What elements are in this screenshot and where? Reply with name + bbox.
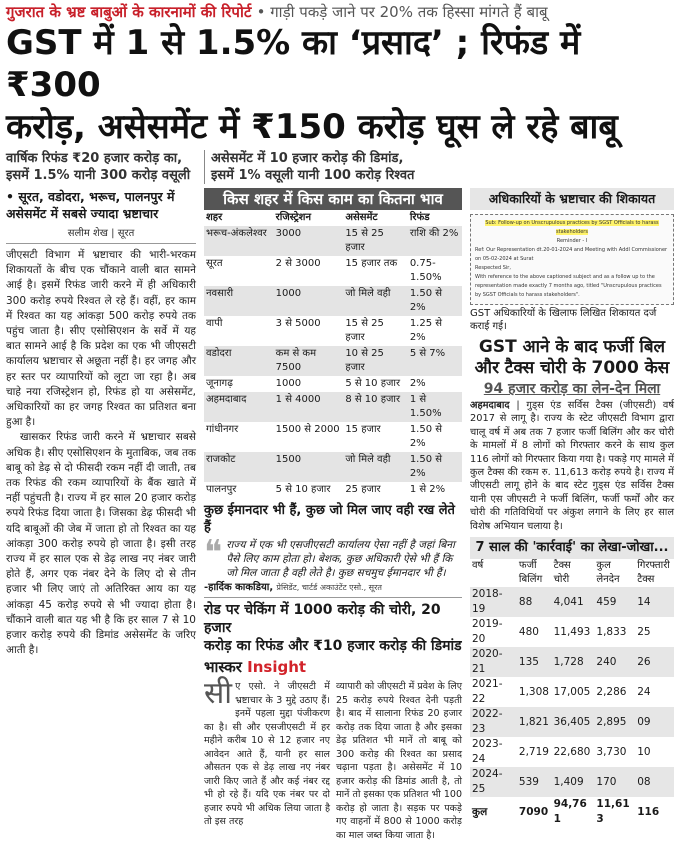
table-cell: 2,286 [596, 685, 627, 698]
quote-box [204, 502, 462, 594]
insight-col1: ए एसो. ने जीएसटी में भ्रष्टाचार के 3 मुद्दे उठाए हैं। इनमें पहला मुद्दा पंजीकरण का है। सी और एसजीएसटी में हर महीने करीब 10 से 12 हजार नए आवेदन आते हैं, यानी हर साल औसतन एक से डेढ़ लाख नए नंबर जारी किए जाते हैं और कई नंबर रद्द भी हो रहे हैं। यदि एक नंबर पर दो हजार रुपये भी अधिक लिया जाता है तो इस तरह [204, 681, 330, 827]
table-cell: 2024-25 [470, 767, 517, 797]
table-cell: 36,405 [552, 707, 595, 737]
table-cell: भरूच-अंकलेश्वर [204, 226, 274, 256]
fake-headline-1: GST आने के बाद फर्जी बिल [478, 337, 666, 357]
table-cell: 17,005 [553, 685, 591, 698]
table-row [470, 707, 674, 737]
table-row [470, 617, 674, 647]
table-cell: 459 [594, 587, 635, 617]
table-cell: 1500 [274, 452, 344, 482]
col-header-line: चोरी [553, 574, 570, 586]
total-cell: 94,761 [553, 798, 587, 826]
table-cell: 2,895 [594, 707, 635, 737]
letter-body: With reference to the above captioned subject and as a follow up to the representation made exactly 7 months ago, titled "Unscrupulous practices by SGST Officials to harass stakeholders". [475, 274, 662, 298]
table-cell: कम से कम 7500 [274, 346, 344, 376]
table-cell: 135 [517, 647, 552, 677]
insight-col2: व्यापारी को जीएसटी में प्रवेश के लिए 25 करोड़ रुपये रिश्वत देनी पड़ती है। बाद में सालाना रिफंड 20 हजार करोड़ तक दिया जाता है और इसका डेढ़ प्रतिशत भी मानें तो बाबू को 300 करोड़ की रिश्वत का प्रसाद चढ़ाना पड़ता है। असेसमेंट में 10 हजार करोड़ की डिमांड आती है, तो मानें तो इसका एक प्रतिशत भी 100 करोड़ हो जाता है। सड़क पर पकड़े गए वाहनों में 800 से 1000 करोड़ का माल जब्त किया जाता है। [336, 681, 463, 841]
lede: • सूरत, वडोदरा, भरूच, पालनपुर में असेसमेंट में सबसे ज्यादा भ्रष्टाचार [6, 189, 175, 221]
complaint-letter-image [470, 214, 674, 305]
year-table-title: 7 साल की 'कार्रवाई' का लेखा-जोखा... [470, 537, 674, 559]
table-cell: नवसारी [204, 286, 274, 316]
table-cell: 2018-19 [470, 587, 517, 617]
road-story [204, 601, 462, 842]
quote-heading: कुछ ईमानदार भी हैं, कुछ जो मिल जाए वही रख लेते हैं [204, 503, 455, 535]
deck-line: इसमें 1% वसूली यानी 100 करोड़ रिश्वत [211, 168, 415, 183]
table-row [470, 587, 674, 617]
quote-author: -हार्दिक काकडिया, [204, 582, 274, 593]
table-cell: 2019-20 [472, 618, 503, 646]
complaint-title: अधिकारियों के भ्रष्टाचार की शिकायत [470, 188, 674, 210]
col-header-line: फर्जी [518, 560, 537, 572]
table-cell: 25 हजार [345, 484, 381, 495]
table-cell: 2 से 3000 [275, 258, 321, 269]
table-cell: 3000 [274, 226, 344, 256]
table-cell: 1,821 [517, 707, 552, 737]
table-cell: 2023-24 [472, 738, 503, 766]
kicker [6, 2, 674, 22]
byline: सलीम शेख | सूरत [67, 228, 135, 239]
col-header [470, 559, 517, 587]
table-cell: 1.50 से 2% [409, 424, 443, 449]
total-cell: 7090 [518, 805, 549, 818]
table-row [204, 226, 462, 256]
col-header-line: गिरफ्तारी [637, 560, 670, 572]
table-cell: 3,730 [596, 745, 627, 758]
col-header: रजिस्ट्रेशन [275, 212, 312, 223]
table-header [470, 559, 674, 587]
table-cell: 11,493 [553, 625, 591, 638]
table-cell: 1.50 से 2% [408, 286, 462, 316]
table-cell: 1 से 4000 [274, 392, 344, 422]
col-header [635, 559, 674, 587]
total-row [470, 797, 674, 827]
col-header: रिफंड [409, 212, 430, 223]
col-header [594, 559, 635, 587]
road-headline-2: करोड़ का रिफंड और ₹10 हजार करोड़ की डिमांड [204, 638, 462, 654]
table-cell: 4,041 [552, 587, 595, 617]
table-row [204, 256, 462, 286]
table-cell: गांधीनगर [206, 424, 239, 435]
table-title: किस शहर में किस काम का कितना भाव [204, 188, 462, 210]
total-cell: 116 [637, 805, 660, 818]
table-row [470, 737, 674, 767]
col-header: शहर [206, 212, 223, 223]
divider [204, 597, 462, 598]
col-header-line: टैक्स [637, 574, 655, 586]
table-cell: 2022-23 [470, 707, 517, 737]
table-cell: राशि की 2% [408, 226, 462, 256]
table-cell: 0.75-1.50% [409, 258, 442, 283]
letter-subject: Sub: Follow-up on Unscrupulous practices by SGST Officials to harass stakeholders [485, 220, 659, 235]
table-row [204, 452, 462, 482]
quote-mark-icon: ❝ [204, 533, 223, 573]
letter-ref: Ref: Our Representation dt.20-01-2024 and Meeting with Addl Commissioner on 05-02-2024 at Surat [475, 247, 668, 262]
article-paragraph: खासकर रिफंड जारी करने में भ्रष्टाचार सबसे अधिक है। सीए एसोसिएशन के मुताबिक, जब तक बाबू को डेढ़ से दो फीसदी रकम नहीं दी जाती, तब तक रिफंड की रकम व्यापारियों के बैंक खाते में नहीं पहुंचती है। राज्य में हर साल 20 हजार करोड़ रुपये रिफंड दिया जाता है। जिसका डेढ़ फीसदी भी यदि बाबूओं की जेब में जाता हो तो रिश्वत का यह आंकड़ा 300 करोड़ रुपये हो जाता है। इसी तरह राज्य में हर साल एक से डेढ़ लाख नए नंबर जारी होते हैं, अगर एक नंबर देने के लिए दो से तीन हजार भी लिए जाएं तो अतिरिक्त आय का यह आंकड़ा 45 करोड़ रुपये से भी ज्यादा होता है। चौंकाने वाली बात यह भी है कि हर साल 7 से 10 हजार करोड़ रुपये की डिमांड असेसमेंट के जरिए आती है। [6, 431, 196, 657]
complaint-caption: GST अधिकारियों के खिलाफ लिखित शिकायत दर्ज कराई गई। [470, 308, 657, 332]
divider [6, 243, 196, 244]
table-row [204, 482, 462, 498]
table-cell: 5 से 10 हजार [345, 378, 401, 389]
table-cell: 2,719 [518, 745, 549, 758]
table-cell: 1,409 [552, 767, 595, 797]
total-cell: 11,613 [596, 798, 630, 826]
drop-cap: सी [204, 676, 233, 711]
table-cell: 1000 [275, 378, 302, 389]
table-cell: 2021-22 [472, 678, 503, 706]
table-row [470, 647, 674, 677]
col-header: असेसमेंट [345, 212, 378, 223]
headline-line1: GST में 1 से 1.5% का ‘प्रसाद’ ; रिफंड में ₹300 [6, 23, 581, 105]
table-cell: 1,833 [596, 625, 627, 638]
brand-text: भास्कर [204, 658, 242, 676]
table-cell: 1.25 से 2% [409, 318, 443, 343]
kicker-gray: • गाड़ी पकड़े जाने पर 20% तक हिस्सा मांगते हैं बाबू [256, 3, 548, 21]
table-cell: 09 [635, 707, 674, 737]
table-cell: 539 [517, 767, 552, 797]
year-table [470, 559, 674, 827]
table-cell: 08 [635, 767, 674, 797]
table-cell: 25 [637, 625, 651, 638]
table-row [470, 767, 674, 797]
table-cell: जूनागढ़ [206, 378, 233, 389]
table-header [204, 210, 462, 226]
table-cell: 2% [409, 378, 426, 389]
left-column [6, 188, 196, 658]
deck-line: वार्षिक रिफंड ₹20 हजार करोड़ का, [6, 151, 183, 166]
table-row [204, 376, 462, 392]
col-header-line: कुल [596, 560, 611, 572]
table-cell: 88 [517, 587, 552, 617]
table-cell: 1500 से 2000 [275, 424, 340, 435]
table-cell: अहमदाबाद [204, 392, 274, 422]
table-cell: 14 [635, 587, 674, 617]
table-cell: 240 [594, 647, 635, 677]
col-header-line: टैक्स [553, 560, 571, 572]
complaint-box [470, 188, 674, 333]
table-cell: 1 से 1.50% [408, 392, 462, 422]
table-cell: 1,308 [518, 685, 549, 698]
table-row [204, 392, 462, 422]
letter-reminder: Reminder - I [556, 238, 588, 244]
table-cell: 1.50 से 2% [408, 452, 462, 482]
table-cell: 26 [635, 647, 674, 677]
deck-line: असेसमेंट में 10 हजार करोड़ की डिमांड, [211, 151, 404, 166]
headline-line2: करोड़, असेसमेंट में ₹150 करोड़ घूस ले रहे बाबू [6, 107, 618, 147]
table-cell: 22,680 [553, 745, 591, 758]
table-cell: जो मिले वही [343, 452, 408, 482]
table-cell: 15 हजार [345, 424, 381, 435]
table-cell: 8 से 10 हजार [343, 392, 408, 422]
fake-headline-2: और टैक्स चोरी के 7000 केस [474, 358, 670, 378]
deck-mid [204, 150, 462, 184]
col-header-line: बिलिंग [518, 574, 543, 586]
table-cell: वापी [206, 318, 223, 329]
quote-text: राज्य में एक भी एसजीएसटी कार्यालय ऐसा नहीं है जहां बिना पैसे लिए काम होता हो। बेशक, कुछ अधिकारी ऐसे भी हैं कि जो मिल जाता है वही लेते है। कुछ सचमुच ईमानदार भी हैं। [226, 539, 455, 579]
brand-insight: Insight [247, 658, 307, 676]
col-header [517, 559, 552, 587]
col-header-line: लेनदेन [596, 574, 620, 586]
table-cell: जो मिले वही [343, 286, 408, 316]
kicker-red: गुजरात के भ्रष्ट बाबुओं के कारनामों की रिपोर्ट [6, 3, 252, 21]
table-cell: 10 से 25 हजार [343, 346, 408, 376]
table-cell: 5 से 7% [408, 346, 462, 376]
letter-salute: Respected Sir, [475, 265, 511, 271]
year-table-box [470, 537, 674, 827]
table-cell: 170 [594, 767, 635, 797]
bhaskar-insight-logo [204, 658, 462, 677]
deck-line: इसमें 1.5% यानी 300 करोड़ वसूली [6, 168, 191, 183]
table-cell: 5 से 10 हजार [275, 484, 331, 495]
table-cell: 15 से 25 हजार [345, 318, 384, 343]
fake-billing-story: GST आने के बाद फर्जी बिल और टैक्स चोरी के 7000 केस 94 हजार करोड़ का लेन-देन मिला अहमदाबाद | गुड्स एंड सर्विस टैक्स (जीएसटी) वर्ष 2017 से लागू है। राज्य के स्टेट जीएसटी विभाग द्वारा चालू वर्ष में अब तक 7 हजार फर्जी बिलिंग और कर चोरी के मामलों में 8 लोगों को गिरफ्तार करने के साथ कुल 116 लोगों को गिरफ्तार किया गया है। पकड़े गए मामले में कुल टैक्स की रकम रु. 11,613 करोड़ रुपये है। राज्य में जीएसटी लागू होने के बाद स्टेट गुड्स एंड सर्विस टैक्स यानी एस जीएसटी ने फर्जी बिलिंग, फर्जी फर्मों और कर चोरी की गतिविधियों पर अंकुश लगाने के लिए हर साल विशेष अभियान चलाया है। [470, 337, 674, 532]
table-cell: 1 से 2% [409, 484, 446, 495]
article-paragraph: जीएसटी विभाग में भ्रष्टाचार की भारी-भरकम शिकायतों के बीच एक चौंकाने वाली बात सामने आई है। इसमें रिफंड जारी करने में ही अधिकारी 300 करोड़ रुपये रिश्वत ले रहे हैं। वहीं, हर काम में रिश्वत का यह आंकड़ा 500 करोड़ रुपये तक पहुंच जाता है। सीए एसोसिएशन के सर्वे में यह बात सामने आई है कि प्रदेश का एक भी जीएसटी कार्यालय भ्रष्टाचार से अछूता नहीं है। हर जगह और हर स्तर पर व्यापारियों को लूटा जा रहा है। अब चाहे नया रजिस्ट्रेशन हो, रिफंड हो या असेसमेंट, अधिकारियों का हर जगह रिश्वत का प्रतिशत बना हुआ है। [6, 249, 196, 429]
table-cell: 3 से 5000 [275, 318, 321, 329]
table-row [470, 677, 674, 707]
table-cell: सूरत [206, 258, 223, 269]
table-cell: 1000 [274, 286, 344, 316]
right-column [470, 188, 674, 827]
city-table [204, 210, 462, 498]
table-cell: 10 [637, 745, 651, 758]
table-cell: 24 [637, 685, 651, 698]
table-cell: 15 से 25 हजार [343, 226, 408, 256]
table-cell: राजकोट [204, 452, 274, 482]
table-cell: वडोदरा [204, 346, 274, 376]
total-cell: कुल [472, 805, 488, 818]
table-cell: 480 [518, 625, 539, 638]
col-header [552, 559, 595, 587]
dateline: अहमदाबाद [470, 400, 510, 411]
fake-body: गुड्स एंड सर्विस टैक्स (जीएसटी) वर्ष 2017 से लागू है। राज्य के स्टेट जीएसटी विभाग द्वारा चालू वर्ष में अब तक 7 हजार फर्जी बिलिंग और कर चोरी के मामलों में 8 लोगों को गिरफ्तार करने के साथ कुल 116 लोगों को गिरफ्तार किया गया है। पकड़े गए मामले में कुल टैक्स की रकम रु. 11,613 करोड़ रुपये है। राज्य में जीएसटी लागू होने के बाद स्टेट गुड्स एंड सर्विस टैक्स यानी एस जीएसटी ने फर्जी बिलिंग, फर्जी फर्मों और कर चोरी की गतिविधियों पर अंकुश लगाने के लिए हर साल विशेष अभियान चलाया है। [470, 400, 674, 532]
table-row [204, 422, 462, 452]
table-cell: 1,728 [552, 647, 595, 677]
road-headline-1: रोड पर चेकिंग में 1000 करोड़ की चोरी, 20 हजार [204, 602, 441, 636]
table-row [204, 316, 462, 346]
middle-column [204, 188, 462, 842]
col-header-line: वर्ष [472, 560, 484, 572]
table-cell: 15 हजार तक [345, 258, 398, 269]
quote-role: प्रेसिडेंट, चार्टर्ड अकाउंटेंट एसो., सूरत [276, 583, 382, 592]
deck-left [6, 150, 196, 184]
table-cell: 2020-21 [470, 647, 517, 677]
table-cell: पालनपुर [206, 484, 237, 495]
table-row [204, 346, 462, 376]
fake-subheadline: 94 हजार करोड़ का लेन-देन मिला [483, 381, 661, 397]
table-row [204, 286, 462, 316]
city-rate-table [204, 188, 462, 498]
